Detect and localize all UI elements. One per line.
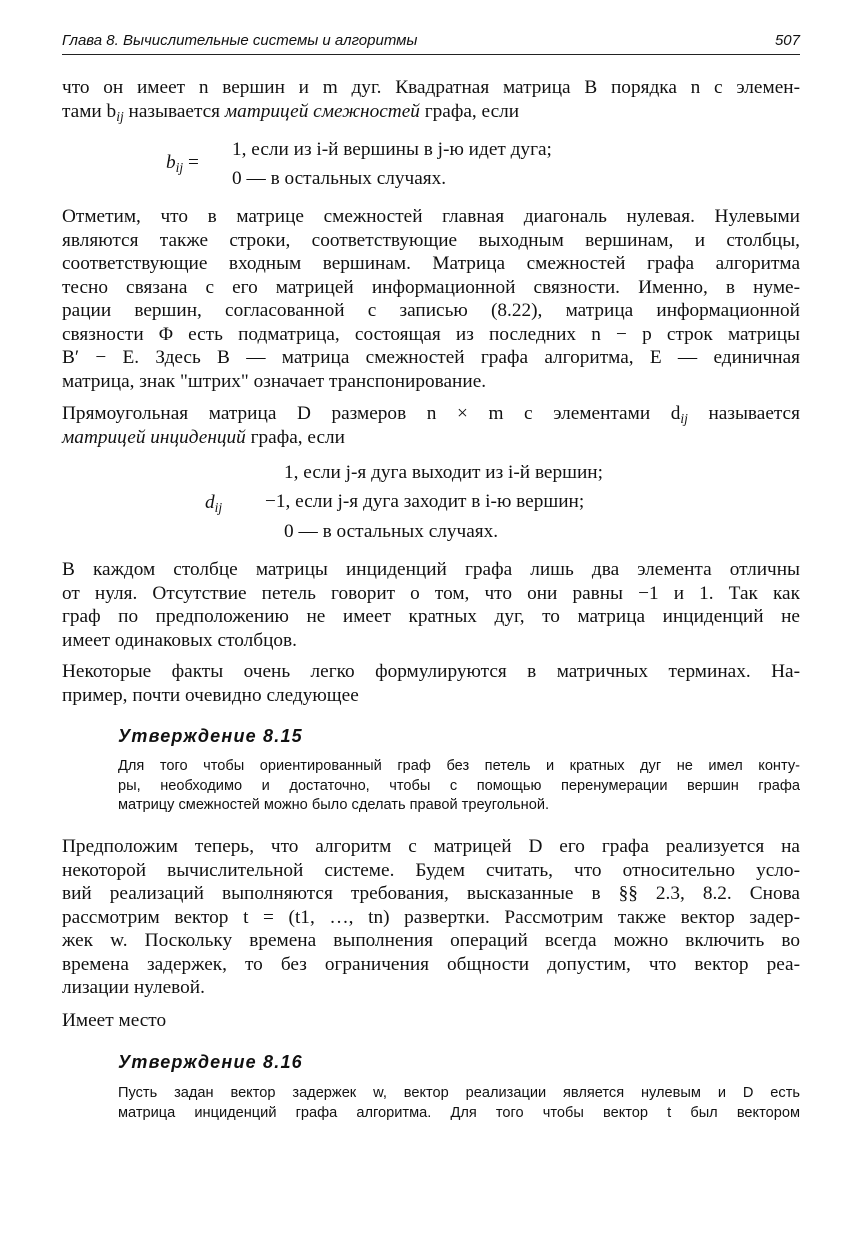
text-line: B′ − E. Здесь B — матрица смежностей графа алгоритма, E — единичная — [62, 347, 800, 368]
page-number: 507 — [774, 32, 800, 49]
claim-body — [118, 757, 800, 816]
text-line: рассмотрим вектор t = (t1, …, tn) развертки. Рассмотрим также вектор задер- — [62, 906, 800, 928]
text-line: что он имеет n вершин и m дуг. Квадратная матрица B порядка n с элемен- — [62, 77, 800, 98]
text-line: матрицей инциденций графа, если — [62, 426, 345, 448]
text-line: Предположим теперь, что алгоритм с матрицей D его графа реализуется на — [62, 836, 800, 857]
text-line: Пусть задан вектор задержек w, вектор реализации является нулевым и D есть — [118, 1085, 800, 1101]
term-adjacency-matrix: матрицей смежностей — [224, 100, 420, 122]
text-line: жек w. Поскольку времена выполнения операций всегда можно включить во — [62, 930, 800, 951]
paragraph-realization — [62, 835, 800, 1000]
text-line: матрицу смежностей можно было сделать правой треугольной. — [118, 797, 550, 813]
text-line: В каждом столбце матрицы инциденций графа лишь два элемента отличны — [62, 559, 800, 580]
formula-case: 1, если j-я дуга выходит из i-й вершин; — [284, 462, 603, 483]
text-line: являются также строки, соответствующие выходным вершинам, и столбцы, — [62, 229, 800, 251]
paragraph-adjacency-intro — [62, 76, 800, 123]
text-line: матрица, знак "штрих" означает транспонирование. — [62, 370, 487, 392]
text-line: рации вершин, согласованной с записью (8.22), матрица информационной — [62, 300, 800, 321]
paragraph-matrix-facts — [62, 660, 800, 707]
formula-case: 0 — в остальных случаях. — [232, 168, 447, 189]
term-incidence-matrix: матрицей инциденций — [62, 426, 246, 448]
text-line: пример, почти очевидно следующее — [62, 684, 359, 706]
paragraph-lead-in — [62, 1009, 800, 1033]
text-line: лизации нулевой. — [62, 977, 205, 998]
text-line: граф по предположению не имеет кратных дуг, то матрица инциденций не — [62, 606, 800, 627]
text-line: Прямоугольная матрица D размеров n × m с элементами $d_{ij}$ называется — [62, 403, 800, 427]
formula-lhs: $d_{ij}$ — [205, 492, 223, 516]
text-line: ры, необходимо и достаточно, чтобы с помощью перенумерации вершин графа — [118, 777, 800, 794]
running-header — [62, 30, 800, 55]
claim-title: Утверждение 8.15 — [118, 726, 303, 746]
formula-case: 0 — в остальных случаях. — [284, 521, 499, 542]
claim-title: Утверждение 8.16 — [118, 1052, 303, 1072]
formula-case: 1, если из i-й вершины в j-ю идет дуга; — [232, 139, 552, 160]
text-line: тесно связана с его матрицей информационной связности. Именно, в нуме- — [62, 276, 800, 298]
claim-body — [118, 1084, 800, 1123]
book-page — [62, 0, 800, 1233]
formula-case: −1, если j-я дуга заходит в i-ю вершин; — [265, 491, 585, 512]
paragraph-incidence-intro — [62, 402, 800, 449]
formula-incidence — [62, 461, 800, 545]
paragraph-incidence-properties — [62, 558, 800, 652]
text-line: матрица инциденций графа алгоритма. Для того чтобы вектор t был вектором — [118, 1104, 800, 1121]
paragraph-adjacency-properties — [62, 205, 800, 393]
text-line: вий реализаций выполняются требования, высказанные в §§ 2.3, 8.2. Снова — [62, 883, 800, 904]
formula-adjacency — [62, 138, 800, 188]
text-line: связности Φ есть подматрица, состоящая из последних n − p строк матрицы — [62, 323, 800, 345]
text-line: тами $b_{ij}$ называется матрицей смежностей графа, если — [62, 100, 520, 124]
text-line: времена задержек, то без ограничения общности допустим, что вектор реа- — [62, 953, 800, 975]
text-line: Для того чтобы ориентированный граф без петель и кратных дуг не имел конту- — [118, 758, 800, 774]
text-line: Отметим, что в матрице смежностей главная диагональ нулевая. Нулевыми — [62, 206, 800, 227]
chapter-title: Глава 8. Вычислительные системы и алгоритмы — [62, 32, 418, 49]
text-line: от нуля. Отсутствие петель говорит о том, что они равны −1 и 1. Так как — [62, 582, 800, 604]
formula-lhs: $b_{ij}$ = — [166, 152, 199, 176]
text-line: имеет одинаковых столбцов. — [62, 629, 297, 651]
text-line: Имеет место — [62, 1010, 167, 1031]
text-line: соответствующие входным вершинам. Матрица смежностей графа алгоритма — [62, 253, 800, 274]
text-line: Некоторые факты очень легко формулируются в матричных терминах. На- — [62, 661, 800, 682]
text-line: некоторой вычислительной системе. Будем считать, что относительно усло- — [62, 859, 800, 881]
